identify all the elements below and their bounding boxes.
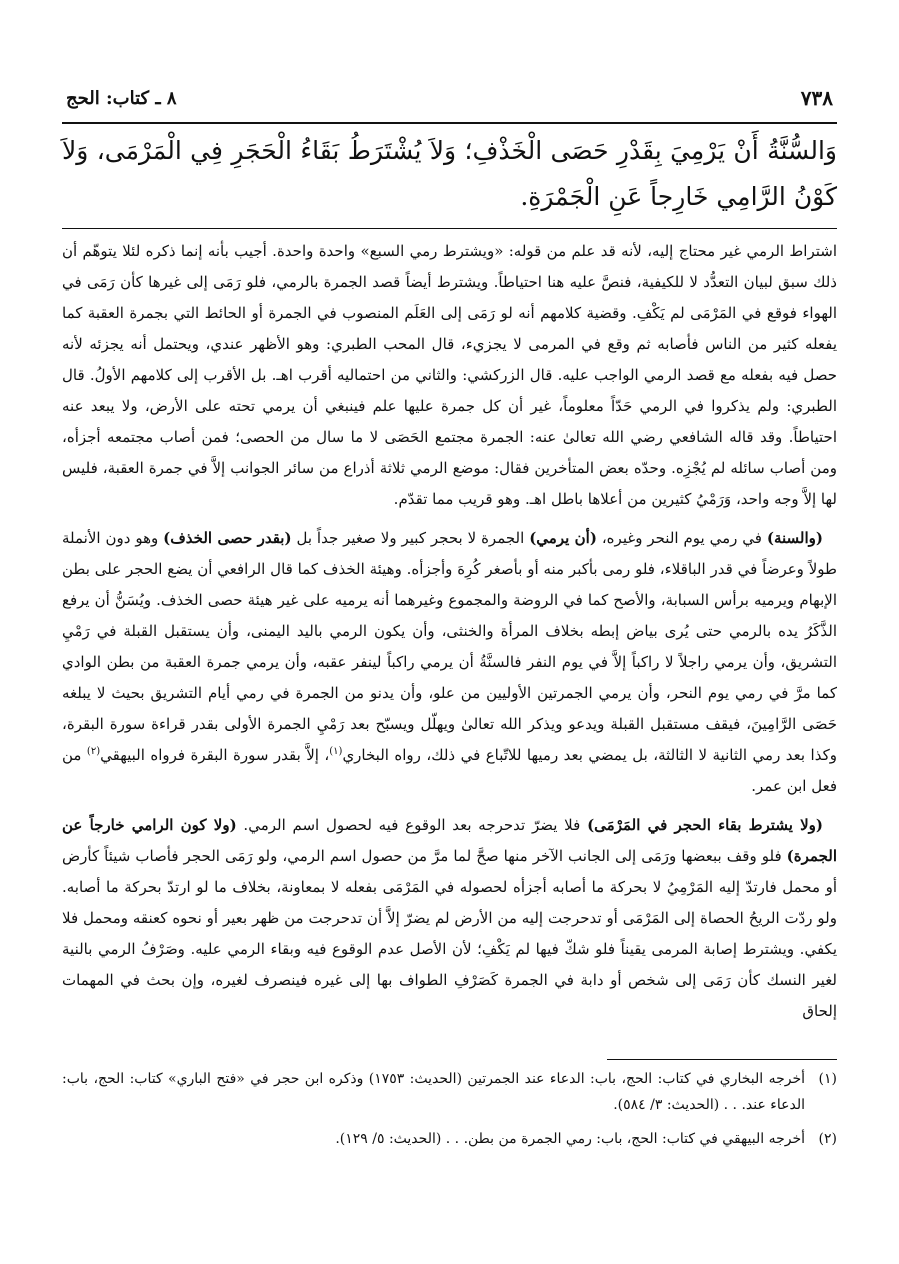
footnote-ref-1[interactable]: (١) xyxy=(329,746,343,757)
commentary xyxy=(62,236,837,1056)
footnote-number: (١) xyxy=(818,1071,837,1087)
commentary-text: فلا يضرّ تدحرجه بعد الوقوع فيه لحصول اسم الرمي. xyxy=(236,816,588,834)
footnote-divider xyxy=(607,1059,837,1060)
footnote-text: أخرجه البيهقي في كتاب: الحج، باب: رمي الجمرة من بطن. . . (الحديث: ٥/ ١٢٩). xyxy=(335,1131,805,1147)
commentary-paragraph-2 xyxy=(62,523,837,802)
commentary-text: الجمرة لا بحجر كبير ولا صغير جداً بل xyxy=(291,529,530,547)
main-text-divider xyxy=(62,228,837,229)
commentary-text: من فعل ابن عمر. xyxy=(62,746,837,795)
commentary-text: ، إلاَّ بقدر سورة البقرة فرواه البيهقي xyxy=(100,746,330,764)
footnotes xyxy=(62,1066,837,1160)
page-header xyxy=(62,86,837,124)
commentary-text: فلو وقف ببعضها ورَمَى إلى الجانب الآخر منها صحَّ لما مرَّ من حصول اسم الرمي، ولو رَمَى الحجر فأصاب شيئاً كأرض أو محمل فارتدّ إليه المَرْمِيُ لا بحركة ما أصابه أجزأه لحصوله في المَرْمَى بفعله لا بمعاونة، بخلاف ما لو ارتدّ بحركة ما أصابه. ولو ردّت الريحُ الحصاة إلى المَرْمَى أو تدحرجت إليه من الأرض لم يضرّ إلاَّ أن تدحرجت من ظهر بعير أو نحوه كعنقه ومحمل فلا يكفي. ويشترط إصابة المرمى يقيناً فلو شكّ فيها لم يَكْفِ؛ لأن الأصل عدم الوقوع فيه وبقاء الرمي عليه. وصَرْفُ الرمي بالنية لغير النسك كأن رَمَى إلى شخص أو دابة في الجمرة كَصَرْفِ الطواف بها إلى غيره فينصرف لغيره، وإن بحث في المهمات إلحاق xyxy=(62,847,837,1020)
footnote-number: (٢) xyxy=(818,1131,837,1147)
page-number: ٧٣٨ xyxy=(800,86,833,110)
quoted-text-baqa: (ولا يشترط بقاء الحجر في المَرْمَى) xyxy=(587,816,824,834)
footnote-2 xyxy=(62,1126,837,1152)
footnote-text: أخرجه البخاري في كتاب: الحج، باب: الدعاء عند الجمرتين (الحديث: ١٧٥٣) وذكره ابن حجر في «فتح الباري» كتاب: الحج، باب: الدعاء عند. . . (الحديث: ٣/ ٥٨٤). xyxy=(62,1071,805,1113)
commentary-text: في رمي يوم النحر وغيره، xyxy=(596,529,767,547)
running-title: ٨ ـ كتاب: الحج xyxy=(66,88,177,109)
footnote-ref-2[interactable]: (٢) xyxy=(86,746,101,757)
quoted-text-kawn: (ولا كون الرامي خارجاً عن الجمرة) xyxy=(62,816,837,865)
quoted-text-sunnah: (والسنة) xyxy=(766,529,823,547)
footnote-1 xyxy=(62,1066,837,1118)
commentary-paragraph-1: اشتراط الرمي غير محتاج إليه، لأنه قد علم من قوله: «ويشترط رمي السبع» واحدة واحدة. أجيب بأنه إنما ذكره لئلا يتوهّم أن ذلك سبق لبيان التعدُّد لا للكيفية، فنصَّ عليه هنا احتياطاً. ويشترط أيضاً قصد الجمرة بالرمي، فلو رَمَى إلى غيرها كأن رَمَى في الهواء فوقع في المَرْمَى لم يَكْفِ. وقضية كلامهم أنه لو رَمَى إلى العَلَم المنصوب في الجمرة أو الحائط التي بجمرة العقبة كما يفعله كثير من الناس فأصابه ثم وقع في المرمى لا يجزيء، قال المحب الطبري: وهو الأظهر عندي، ويحتمل أنه يجزئه لأنه حصل فيه بفعله مع قصد الرمي الواجب عليه. قال الزركشي: والثاني من احتماليه أقرب اهـ. بل الأقرب إلى كلامهم الأولُ. قال الطبري: ولم يذكروا في الرمي حَدّاً معلوماً، غير أن كل جمرة عليها علم فينبغي أن يرمي تحته على الأرض، ولا يبعد عنه احتياطاً. وقد قاله الشافعي رضي الله تعالىٰ عنه: الجمرة مجتمع الحَصَى لا ما سال من الحصى؛ فمن أصاب مجتمعه أجزأه، ومن أصاب سائله لم يُجْزِه. وحدّه بعض المتأخرين فقال: موضع الرمي ثلاثة أذراع من سائر الجوانب إلاَّ في جمرة العقبة، فليس لها إلاَّ وجه واحد، وَرَمْيُ كثيرين من أعلاها باطل اهـ. وهو قريب مما تقدّم. xyxy=(62,242,837,508)
main-text: وَالسُّنَّةُ أَنْ يَرْمِيَ بِقَدْرِ حَصَى الْخَذْفِ؛ وَلاَ يُشْتَرَطُ بَقَاءُ الْحَجَرِ فِي الْمَرْمَى، وَلاَ كَوْنُ الرَّامِي خَارِجاً عَنِ الْجَمْرَةِ. xyxy=(62,136,837,211)
commentary-paragraph-3 xyxy=(62,810,837,1027)
quoted-text-yarmi: (أن يرمي) xyxy=(529,529,597,547)
quoted-text-hasa: (بقدر حصى الخذف) xyxy=(163,529,292,547)
commentary-text: وهو دون الأنملة طولاً وعرضاً في قدر الباقلاء، فلو رمى بأكبر منه أو بأصغر كُرِهَ وأجزأه. وهيئة الخذف كما قال الرافعي أن يضع الحجر على بطن الإبهام ويرميه برأس السبابة، والأصح كما في الروضة والمجموع وغيرهما أنه يرميه على غير هيئة حصى الخذف. ويُسَنُّ أن يرفع الذَّكَرُ يده بالرمي حتى يُرى بياض إبطه بخلاف المرأة والخنثى، وأن يكون الرمي باليد اليمنى، وأن يستقبل القبلة في رَمْيِ التشريق، وأن يرمي راجلاً لا راكباً إلاَّ في يوم النفر فالسنَّةُ أن يرمي راكباً لينفر عقبه، وأن يرمي جمرة العقبة من بطن الوادي كما مرَّ في رمي يوم النحر، وأن يرمي الجمرتين الأوليين من علو، وأن يدنو من الجمرة في رمي أيام التشريق بحيث لا يبلغه حَصَى الرَّامِينَ، فيقف مستقبل القبلة ويدعو ويذكر الله تعالىٰ ويهلّل ويسبّح بعد رَمْيِ الجمرة الأولى بقدر قراءة سورة البقرة، وكذا بعد رمي الثانية لا الثالثة، بل يمضي بعد رميها للاتّباع في ذلك، رواه البخاري xyxy=(62,529,837,764)
